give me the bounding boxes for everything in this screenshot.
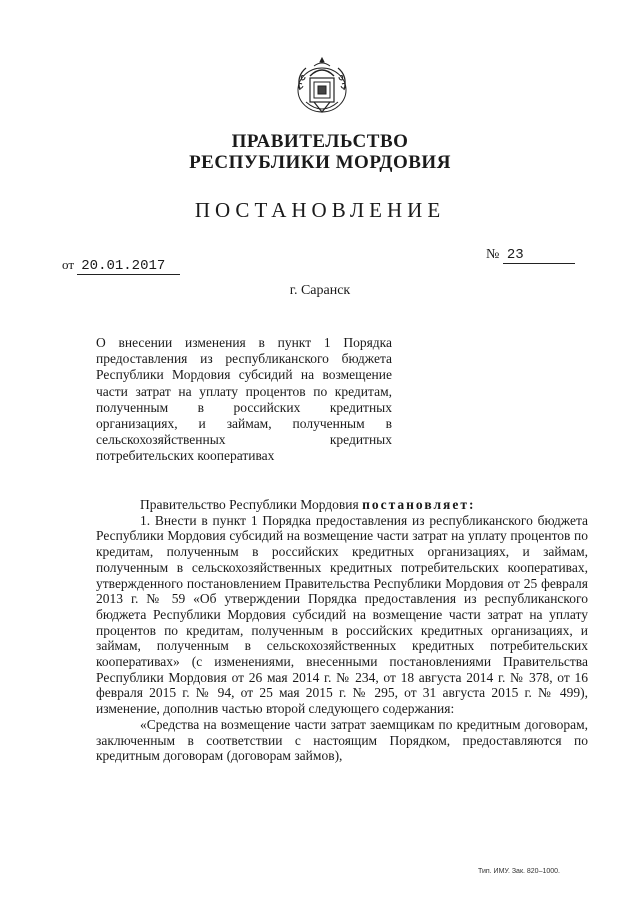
- document-type-title: ПОСТАНОВЛЕНИЕ: [194, 198, 446, 222]
- document-number: [486, 247, 575, 264]
- intro-paragraph: [96, 497, 588, 513]
- coat-of-arms-emblem: [290, 54, 354, 118]
- organization-name-line1: ПРАВИТЕЛЬСТВО: [231, 131, 409, 152]
- document-date: [62, 257, 180, 275]
- print-footer: Тип. ИМУ. Зак. 820–1000.: [478, 868, 560, 875]
- quoted-paragraph: «Средства на возмещение части затрат заемщикам по кредитным договорам, заключенным в соответствии с настоящим Порядком, предоставляются по кредитным договорам (договорам займов),: [96, 716, 588, 764]
- date-prefix: от: [62, 257, 75, 272]
- date-value: 20.01.2017: [77, 258, 180, 275]
- document-subject: О внесении изменения в пункт 1 Порядка предоставления из республиканского бюджета Республики Мордовия субсидий на возмещение части затрат на уплату процентов по кредитам, полученным в российских кредитных организациях, и займам, полученным в сельскохозяйственных кредитных потребительских кооперативах: [96, 335, 392, 464]
- intro-text: Правительство Республики Мордовия: [140, 497, 363, 512]
- document-body: [96, 497, 588, 764]
- paragraph-1: 1. Внести в пункт 1 Порядка предоставления из республиканского бюджета Республики Мордовия субсидий на возмещение части затрат на уплату процентов по кредитам, полученным в российских кредитных организациях, и займам, полученным в сельскохозяйственных кредитных потребительских кооперативах, утвержденного постановлением Правительства Республики Мордовия от 25 февраля 2013 г. № 59 «Об утверждении Порядка предоставления из республиканского бюджета Республики Мордовия субсидий на возмещение части затрат на уплату процентов по кредитам, полученным в российских кредитных организациях, и займам, полученным в сельскохозяйственных кредитных потребительских кооперативах» (с изменениями, внесенными постановлениями Правительства Республики Мордовия от 26 мая 2014 г. № 234, от 18 августа 2014 г. № 378, от 16 февраля 2015 г. № 94, от 25 мая 2015 г. № 295, от 31 августа 2015 г. № 499), изменение, дополнив частью второй следующего содержания:: [96, 512, 588, 717]
- number-prefix: №: [486, 247, 500, 262]
- decree-word: постановляет:: [362, 497, 476, 512]
- organization-name-line2: РЕСПУБЛИКИ МОРДОВИЯ: [189, 152, 451, 173]
- number-value: 23: [503, 247, 575, 264]
- city-name: г. Саранск: [289, 283, 351, 298]
